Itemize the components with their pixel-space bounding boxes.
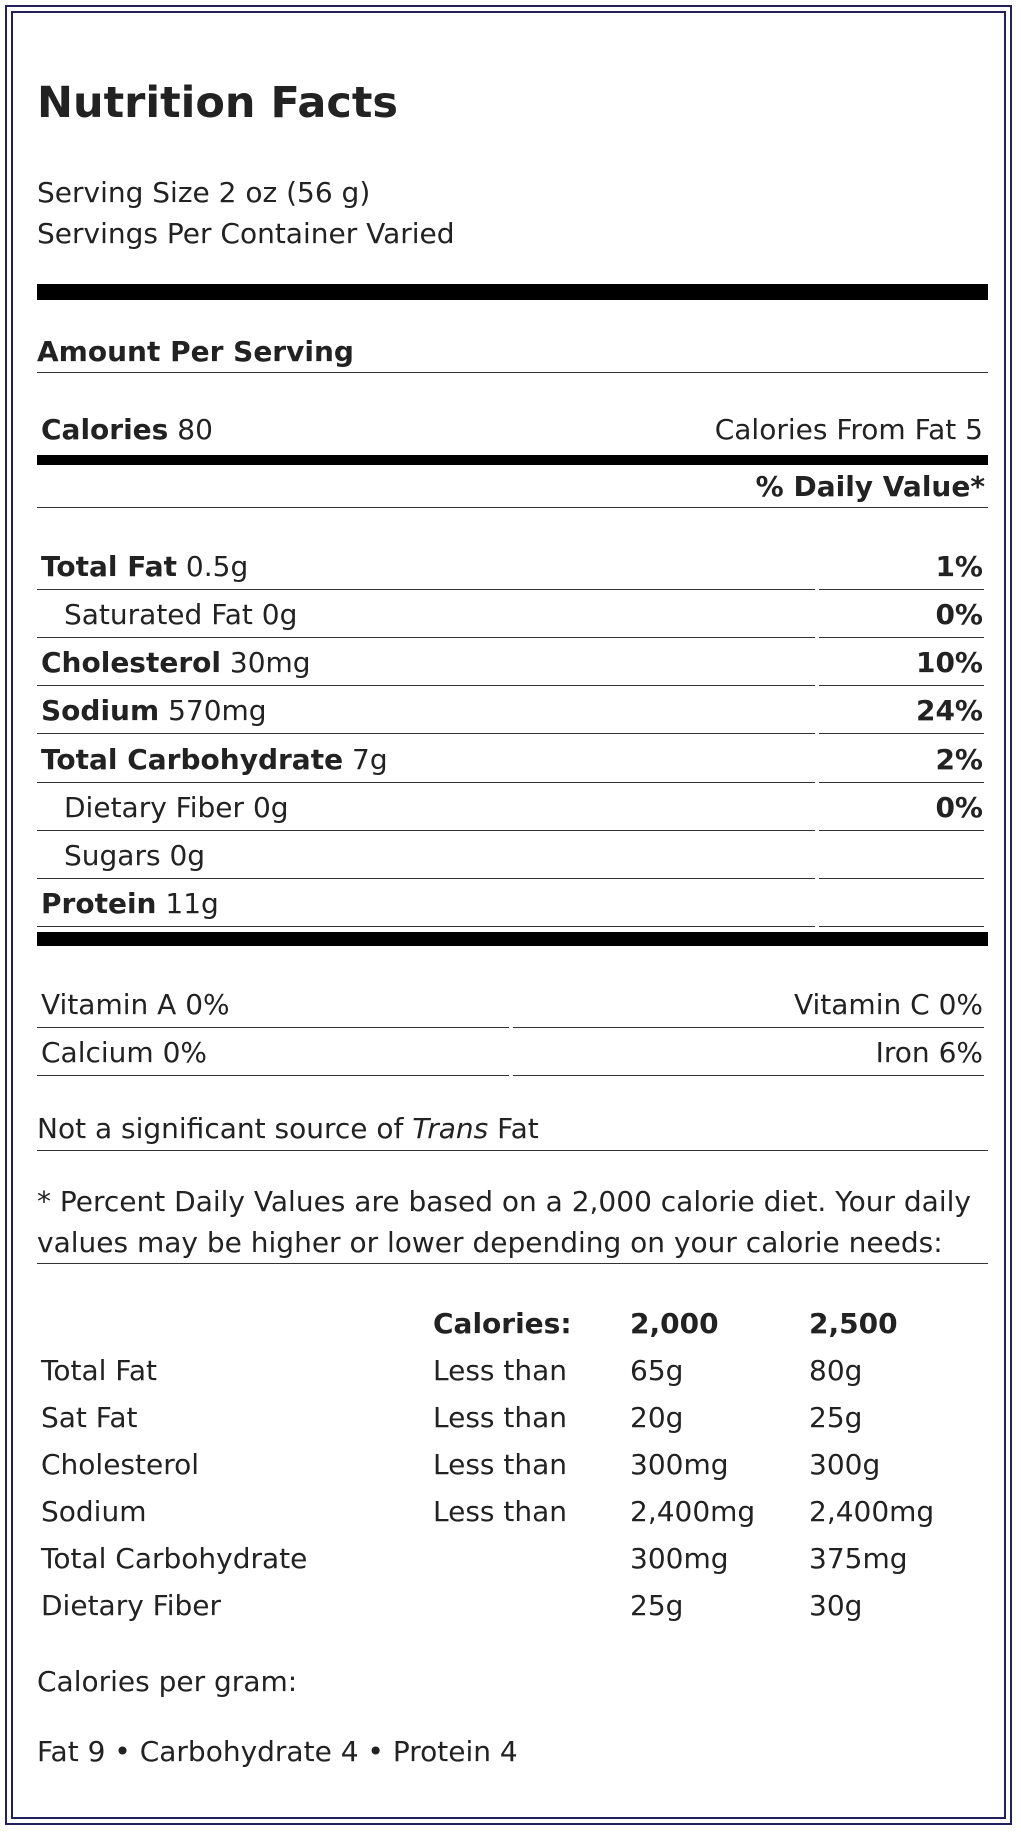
dv-row-2500: 25g bbox=[809, 1401, 863, 1434]
nutrient-dietary-fiber-pct: 0% bbox=[935, 791, 983, 824]
row-line bbox=[37, 637, 815, 638]
dv-row-2000: 300mg bbox=[630, 1448, 729, 1481]
row-line bbox=[37, 878, 815, 879]
row-line bbox=[819, 733, 984, 734]
calories-per-gram-values: Fat 9 • Carbohydrate 4 • Protein 4 bbox=[37, 1735, 518, 1768]
calories-value: 80 bbox=[177, 413, 213, 446]
row-line bbox=[819, 637, 984, 638]
nutrient-cholesterol-pct: 10% bbox=[915, 646, 983, 679]
dv-row-2500: 375mg bbox=[809, 1542, 908, 1575]
dv-row-name: Sat Fat bbox=[41, 1401, 138, 1434]
row-line bbox=[513, 1075, 984, 1076]
calories-from-fat: Calories From Fat 5 bbox=[714, 413, 983, 446]
divider bbox=[37, 1150, 988, 1151]
row-line bbox=[819, 830, 984, 831]
dv-header-2000: 2,000 bbox=[630, 1307, 719, 1340]
vitamin-a: Vitamin A 0% bbox=[41, 988, 230, 1021]
dv-row-name: Sodium bbox=[41, 1495, 147, 1528]
row-line bbox=[819, 926, 984, 927]
footnote-line-2: values may be higher or lower depending on your calorie needs: bbox=[37, 1226, 943, 1259]
dv-row-2000: 20g bbox=[630, 1401, 684, 1434]
serving-size: Serving Size 2 oz (56 g) bbox=[37, 176, 371, 209]
dv-row-limit: Less than bbox=[433, 1401, 568, 1434]
dv-row-2000: 2,400mg bbox=[630, 1495, 756, 1528]
nutrient-sodium: Sodium 570mg bbox=[41, 694, 267, 727]
iron: Iron 6% bbox=[875, 1036, 983, 1069]
divider bbox=[37, 1263, 988, 1264]
footnote-line-1: * Percent Daily Values are based on a 2,000 calorie diet. Your daily bbox=[37, 1185, 971, 1218]
label-title: Nutrition Facts bbox=[37, 78, 399, 128]
daily-value-header: % Daily Value* bbox=[755, 470, 985, 503]
thick-divider bbox=[37, 284, 988, 300]
divider bbox=[37, 507, 988, 508]
nutrient-sodium-pct: 24% bbox=[915, 694, 983, 727]
row-line bbox=[37, 685, 815, 686]
nutrient-cholesterol: Cholesterol 30mg bbox=[41, 646, 311, 679]
nutrient-total-fat-pct: 1% bbox=[935, 550, 983, 583]
dv-row-2500: 80g bbox=[809, 1354, 863, 1387]
dv-row-limit: Less than bbox=[433, 1354, 568, 1387]
nutrient-sugars: Sugars 0g bbox=[64, 839, 206, 872]
thick-divider bbox=[37, 932, 988, 946]
row-line bbox=[37, 733, 815, 734]
nutrient-total-carbohydrate: Total Carbohydrate 7g bbox=[41, 743, 388, 776]
nutrient-total-carbohydrate-pct: 2% bbox=[935, 743, 983, 776]
calories-row bbox=[41, 413, 213, 446]
dv-header-calories: Calories: bbox=[433, 1307, 572, 1340]
dv-row-limit: Less than bbox=[433, 1495, 568, 1528]
row-line bbox=[819, 878, 984, 879]
divider bbox=[37, 372, 988, 373]
dv-row-2000: 25g bbox=[630, 1589, 684, 1622]
dv-row-2500: 30g bbox=[809, 1589, 863, 1622]
dv-row-name: Cholesterol bbox=[41, 1448, 200, 1481]
nutrient-total-fat: Total Fat 0.5g bbox=[41, 550, 249, 583]
row-line bbox=[819, 685, 984, 686]
row-line bbox=[819, 589, 984, 590]
dv-row-2500: 2,400mg bbox=[809, 1495, 935, 1528]
trans-fat-note: Not a significant source of Trans Fat bbox=[37, 1112, 539, 1145]
dv-row-limit: Less than bbox=[433, 1448, 568, 1481]
row-line bbox=[37, 926, 815, 927]
amount-per-serving: Amount Per Serving bbox=[37, 335, 354, 368]
nutrient-saturated-fat-pct: 0% bbox=[935, 598, 983, 631]
calories-per-gram: Calories per gram: bbox=[37, 1665, 298, 1698]
dv-row-2000: 300mg bbox=[630, 1542, 729, 1575]
row-line bbox=[513, 1027, 984, 1028]
servings-per-container: Servings Per Container Varied bbox=[37, 217, 455, 250]
nutrient-saturated-fat: Saturated Fat 0g bbox=[64, 598, 298, 631]
row-line bbox=[37, 1075, 509, 1076]
dv-row-name: Dietary Fiber bbox=[41, 1589, 222, 1622]
dv-row-name: Total Fat bbox=[41, 1354, 157, 1387]
vitamin-c: Vitamin C 0% bbox=[793, 988, 983, 1021]
nutrient-dietary-fiber: Dietary Fiber 0g bbox=[64, 791, 289, 824]
nutrient-protein: Protein 11g bbox=[41, 887, 219, 920]
row-line bbox=[37, 782, 815, 783]
dv-row-2000: 65g bbox=[630, 1354, 684, 1387]
medium-divider bbox=[37, 455, 988, 465]
dv-header-2500: 2,500 bbox=[809, 1307, 898, 1340]
dv-row-name: Total Carbohydrate bbox=[41, 1542, 308, 1575]
calcium: Calcium 0% bbox=[41, 1036, 208, 1069]
row-line bbox=[37, 1027, 509, 1028]
row-line bbox=[819, 782, 984, 783]
calories-label: Calories bbox=[41, 413, 169, 446]
row-line bbox=[37, 589, 815, 590]
dv-row-2500: 300g bbox=[809, 1448, 881, 1481]
row-line bbox=[37, 830, 815, 831]
